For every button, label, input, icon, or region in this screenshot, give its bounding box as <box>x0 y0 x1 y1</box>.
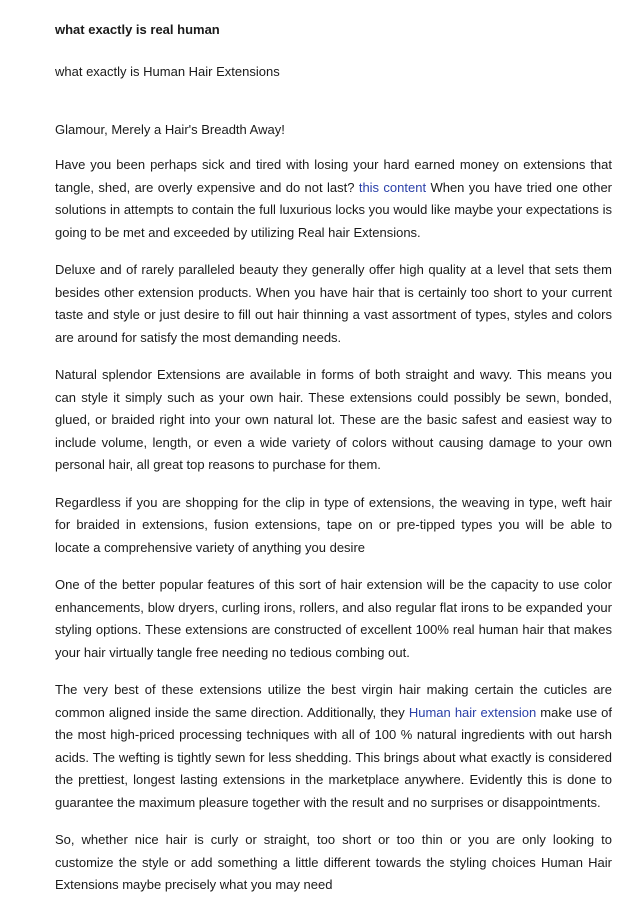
document-page <box>55 20 612 912</box>
paragraph-text: The very best of these extensions utilize the best virgin hair making certain the cuticles are common aligned inside the same direction. Additionally, they <box>55 682 612 720</box>
human-hair-extension-link[interactable]: Human hair extension <box>408 704 537 720</box>
paragraph-text: make use of the most high-priced processing techniques with all of 100 % natural ingredients with out harsh acids. The wefting is tightly sewn for less shedding. This brings about what exactly is considered the prettiest, longest lasting extensions in the marketplace anywhere. Evidently this is done to guarantee the maximum pleasure together with the result and no surprises or disappointments. <box>55 704 612 810</box>
paragraph-4: Regardless if you are shopping for the clip in type of extensions, the weaving in type, weft hair for braided in extensions, fusion extensions, tape on or pre-tipped types you will be able to locate a comprehensive variety of anything you desire <box>55 494 612 555</box>
paragraph-6 <box>55 679 612 814</box>
paragraph-3: Natural splendor Extensions are available in forms of both straight and wavy. This means you can style it simply such as your own hair. These extensions could possibly be sewn, bonded, glued, or braided right into your own natural lot. These are the basic safest and easiest way to include volume, length, or even a wide variety of colors without causing damage to your own personal hair, all great top reasons to purchase for them. <box>55 367 612 472</box>
lead-sentence: Glamour, Merely a Hair's Breadth Away! <box>55 122 285 137</box>
paragraph-7: So, whether nice hair is curly or straight, too short or too thin or you are only looking to customize the style or add something a little different towards the styling choices Human Hair Extensions maybe precisely what you may need <box>55 832 612 892</box>
paragraph-text: Have you been perhaps sick and tired with losing your hard earned money on extensions that tangle, shed, are overly expensive and do not last? <box>55 157 612 195</box>
this-content-link[interactable]: this content <box>358 179 427 195</box>
paragraph-text: When you have tried one other solutions in attempts to contain the full luxurious locks you would like maybe your expectations is going to be met and exceeded by utilizing Real hair Extensions. <box>55 179 612 240</box>
paragraph-2: Deluxe and of rarely paralleled beauty they generally offer high quality at a level that sets them besides other extension products. When you have hair that is certainly too short to your current taste and style or just desire to fill out hair thinning a vast assortment of types, styles and colors are around for satisfy the most demanding needs. <box>55 262 612 345</box>
document-subtitle: what exactly is Human Hair Extensions <box>55 64 280 79</box>
paragraph-5: One of the better popular features of this sort of hair extension will be the capacity to use color enhancements, blow dryers, curling irons, rollers, and also regular flat irons to be expanded your styling options. These extensions are constructed of excellent 100% real human hair that makes your hair virtually tangle free needing no tedious combing out. <box>55 577 612 660</box>
document-title: what exactly is real human <box>55 22 220 37</box>
paragraph-1 <box>55 154 612 244</box>
